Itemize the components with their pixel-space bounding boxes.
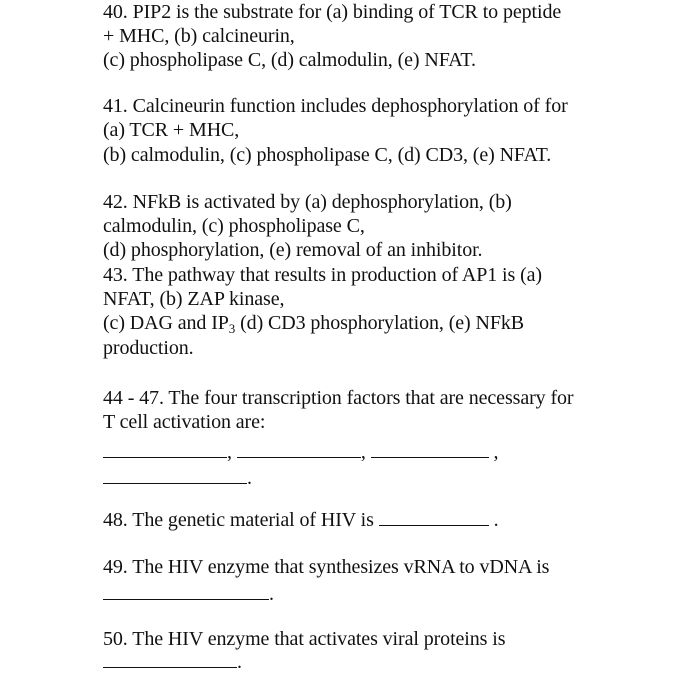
q41-line-3: (b) calmodulin, (c) phospholipase C, (d) CD3, (e) NFAT. [103, 144, 552, 166]
q44-line-1: 44 - 47. The four transcription factors that are necessary for [103, 387, 574, 409]
q42-line-1: 42. NFkB is activated by (a) dephosphorylation, (b) [103, 191, 512, 213]
blank-end-period: . [269, 583, 274, 605]
blank-separator: , [360, 441, 366, 463]
q50-line: 50. The HIV enzyme that activates viral proteins is [103, 628, 506, 650]
answer-blank-45[interactable] [237, 441, 361, 458]
answer-blank-47[interactable] [103, 467, 247, 484]
answer-blank-46[interactable] [371, 441, 489, 458]
q50-answer-row [103, 650, 242, 674]
q40-line-1: 40. PIP2 is the substrate for (a) binding of TCR to peptide [103, 1, 562, 23]
q43-line-3-start: (c) DAG and IP [103, 312, 229, 334]
q43-line-3 [103, 311, 524, 335]
answer-blank-50[interactable] [103, 651, 237, 668]
q48-prompt: 48. The genetic material of HIV is [103, 509, 379, 531]
q43-line-4: production. [103, 337, 194, 359]
q49-line: 49. The HIV enzyme that synthesizes vRNA to vDNA is [103, 556, 550, 578]
q48-line [103, 508, 499, 532]
q42-line-3: (d) phosphorylation, (e) removal of an inhibitor. [103, 239, 483, 261]
blank-separator: , [227, 441, 232, 463]
q41-line-1: 41. Calcineurin function includes dephosphorylation of for [103, 95, 568, 117]
q44-line-2: T cell activation are: [103, 411, 266, 433]
worksheet-page [103, 0, 693, 675]
blank-separator: , [488, 441, 499, 463]
q44-blanks-row-1 [103, 440, 498, 464]
answer-blank-44[interactable] [103, 441, 227, 458]
q40-line-3: (c) phospholipase C, (d) calmodulin, (e) NFAT. [103, 49, 476, 71]
answer-blank-48[interactable] [379, 509, 489, 526]
q40-line-2: + MHC, (b) calcineurin, [103, 25, 295, 47]
q43-line-3-end: (d) CD3 phosphorylation, (e) NFkB [235, 312, 525, 334]
blank-end-period: . [488, 509, 499, 531]
q41-line-2: (a) TCR + MHC, [103, 119, 240, 141]
answer-blank-49[interactable] [103, 583, 269, 600]
blank-end-period: . [247, 467, 252, 489]
q43-line-1: 43. The pathway that results in production of AP1 is (a) [103, 264, 542, 286]
q42-line-2: calmodulin, (c) phospholipase C, [103, 215, 365, 237]
q49-answer-row [103, 582, 274, 606]
blank-end-period: . [237, 651, 242, 673]
q44-blanks-row-2 [103, 466, 252, 490]
q43-line-2: NFAT, (b) ZAP kinase, [103, 288, 285, 310]
q43-subscript: 3 [228, 321, 236, 336]
